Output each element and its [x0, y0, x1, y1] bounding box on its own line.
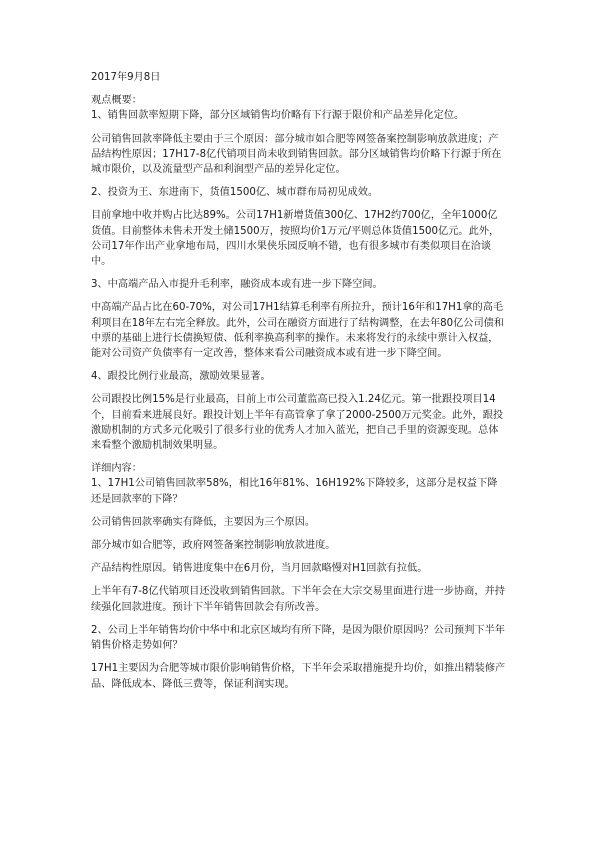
detail-paragraph: 产品结构性原因。销售进度集中在6月份，当月回款略慢对H1回款有拉低。: [91, 563, 428, 575]
summary-point-title: 3、中高端产品入市提升毛利率，融资成本或有进一步下降空间。: [91, 279, 383, 291]
summary-point-title: 1、销售回款率短期下降，部分区域销售均价略有下行源于限价和产品差异化定位。: [91, 110, 465, 122]
summary-point-title: 2、投资为王、东进南下，货值1500亿、城市群布局初见成效。: [91, 187, 379, 199]
summary-heading: 观点概要：: [91, 95, 142, 107]
summary-point-body: 目前拿地中收并购占比达89%。公司17H1新增货值300亿、17H2约700亿，全年1000亿货值。目前整体未售未开发土储1500万，按照均价1万元/平则总体货值1500亿元。此外，公司17年作出产业拿地布局，四川水果侠乐园反响不错，也有很多城市有类似项目在洽谈中。: [91, 210, 500, 268]
detail-heading: 详细内容：: [91, 463, 142, 475]
summary-point-body: 公司销售回款率降低主要由于三个原因：部分城市如合肥等网签备案控制影响放款进度；产品结构性原因；17H17-8亿代销项目尚未收到销售回款。部分区域销售均价略下行源于所在城市限价，以及流量型产品和利润型产品的差异化定位。: [91, 133, 502, 176]
detail-paragraph: 部分城市如合肥等，政府网签备案控制影响放款进度。: [91, 540, 336, 552]
detail-paragraph: 上半年有7-8亿代销项目还没收到销售回款。下半年会在大宗交易里面进行进一步协商，并持续强化回款进度。预计下半年销售回款会有所改善。: [91, 586, 505, 613]
summary-point-title: 4、跟投比例行业最高，激励效果显著。: [91, 371, 271, 383]
document-date: 2017年9月8日: [91, 72, 161, 83]
detail-question: 1、17H1公司销售回款率58%，相比16年81%、16H192%下降较多，这部分是权益下降还是回款率的下降？: [91, 478, 498, 505]
summary-point-body: 公司跟投比例15%是行业最高，目前上市公司董监高已投入1.24亿元。第一批跟投项目14个，目前看来进展良好。跟投计划上半年有高管拿了拿了2000-2500万元奖金。此外，跟投激励机制的方式多元化吸引了很多行业的优秀人才加入蓝光，把自己手里的资源变现。总体来看整个激励机制效果明显。: [91, 394, 504, 452]
detail-question: 2、公司上半年销售均价中华中和北京区域均有所下降，是因为限价原因吗？公司预判下半年销售价格走势如何？: [91, 624, 505, 652]
summary-point-body: 中高端产品占比在60-70%，对公司17H1结算毛利率有所拉升，预计16年和17H1拿的高毛利项目在18年左右完全释放。此外，公司在融资方面进行了结构调整，在去年80亿公司债和中票的基础上进行长债换短债、低利率换高利率的操作。未来将发行的永续中票计入权益，能对公司资产负债率有一定改善，整体来看公司融资成本或有进一步下降空间。: [91, 302, 505, 360]
detail-paragraph: 17H1主要因为合肥等城市限价影响销售价格，下半年会采取措施提升均价，如推出精装修产品、降低成本、降低三费等，保证利润实现。: [91, 663, 506, 690]
detail-paragraph: 公司销售回款率确实有降低，主要因为三个原因。: [91, 516, 316, 528]
